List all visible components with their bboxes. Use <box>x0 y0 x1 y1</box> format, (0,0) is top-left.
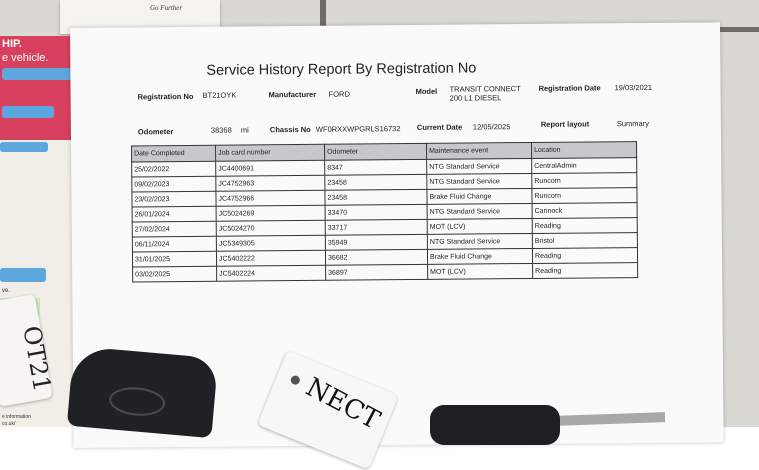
manufacturer-label: Manufacturer <box>268 89 317 100</box>
model-label: Model <box>415 86 438 96</box>
leaflet-subtitle: e vehicle. <box>2 52 49 64</box>
table-cell: Runcorn <box>532 188 637 204</box>
table-cell: 33470 <box>325 204 427 220</box>
leaflet-title: HIP. <box>2 38 22 50</box>
table-cell: Brake Fluid Change <box>427 188 532 204</box>
column-header: Odometer <box>325 143 427 160</box>
table-cell: MOT (LCV) <box>427 218 532 234</box>
column-header: Date Completed <box>132 145 216 162</box>
table-cell: Bristol <box>532 233 637 249</box>
table-cell: JC5024269 <box>216 205 325 221</box>
registration-date-label: Registration Date <box>538 83 601 93</box>
table-cell: 23458 <box>325 189 427 205</box>
table-cell: 23458 <box>325 174 427 190</box>
table-cell: MOT (LCV) <box>428 263 533 279</box>
table-cell: 31/01/2025 <box>132 251 216 267</box>
second-key-fob <box>430 405 560 445</box>
report-title: Service History Report By Registration No <box>206 60 477 79</box>
odometer-unit: mi <box>240 125 249 135</box>
registration-date-value: 19/03/2021 <box>614 82 653 93</box>
chassis-label: Chassis No <box>269 124 311 135</box>
column-header: Job card number <box>216 144 325 161</box>
layout-value: Summary <box>616 118 649 129</box>
table-cell: JC5349305 <box>216 235 325 251</box>
leaflet-red-panel <box>0 36 76 140</box>
registration-value: BT21OYK <box>202 90 237 100</box>
table-cell: NTG Standard Service <box>427 158 532 174</box>
leaflet-text: co.uk/ <box>2 421 16 427</box>
chassis-value: WF0RXXWPGRLS16732 <box>315 124 401 134</box>
table-cell: 26/01/2024 <box>132 206 216 222</box>
table-cell: JC4752966 <box>216 190 325 206</box>
layout-label: Report layout <box>540 119 590 129</box>
table-cell: NTG Standard Service <box>427 173 532 189</box>
leaflet-band <box>2 106 54 118</box>
leaflet-band <box>0 268 46 282</box>
table-cell: 8347 <box>325 159 427 175</box>
table-cell: NTG Standard Service <box>427 203 532 219</box>
odometer-value: 38368 <box>210 125 232 135</box>
table-cell: 06/11/2024 <box>132 236 216 252</box>
table-cell: JC5402224 <box>217 265 326 281</box>
leaflet-text: e information <box>2 414 31 420</box>
table-cell: JC5402222 <box>216 250 325 266</box>
table-cell: 35949 <box>325 234 427 250</box>
table-cell: 23/02/2023 <box>132 191 216 207</box>
registration-label: Registration No <box>137 91 194 102</box>
leaflet-band <box>0 142 48 152</box>
tag-hole <box>289 374 301 386</box>
table-cell: Reading <box>532 248 637 264</box>
table-cell: JC4752963 <box>216 175 325 191</box>
table-cell: 36682 <box>325 249 427 265</box>
table-cell: NTG Standard Service <box>427 233 532 249</box>
current-date-label: Current Date <box>416 122 463 132</box>
table-cell: Reading <box>533 263 638 279</box>
odometer-label: Odometer <box>137 127 174 137</box>
table-cell: Brake Fluid Change <box>427 248 532 264</box>
table-cell: 36897 <box>326 264 428 280</box>
leaflet-band <box>2 68 72 80</box>
table-cell: 25/02/2022 <box>132 161 216 177</box>
model-value-line1: TRANSIT CONNECT <box>449 84 521 94</box>
table-cell: Reading <box>532 218 637 234</box>
manufacturer-value: FORD <box>328 89 350 99</box>
table-cell: 33717 <box>325 219 427 235</box>
car-key-fob <box>67 346 218 438</box>
table-cell: CentralAdmin <box>532 158 637 174</box>
service-history-table <box>131 141 638 282</box>
table-cell: JC4400691 <box>216 160 325 176</box>
ford-logo-icon <box>108 385 166 418</box>
booklet-text: Go Further <box>150 4 183 12</box>
table-cell: 03/02/2025 <box>133 266 217 282</box>
tag-handwriting: NECT <box>300 372 385 436</box>
tag-handwriting: OT21 <box>17 323 57 394</box>
table-cell: 09/02/2023 <box>132 176 216 192</box>
column-header: Location <box>532 142 637 159</box>
leaflet-text: ve. <box>2 288 11 294</box>
model-value-line2: 200 L1 DIESEL <box>449 93 502 103</box>
table-cell: 27/02/2024 <box>132 221 216 237</box>
current-date-value: 12/05/2025 <box>472 122 511 132</box>
table-row <box>133 263 638 282</box>
column-header: Maintenance event <box>427 142 532 159</box>
table-cell: JC5024270 <box>216 220 325 236</box>
table-cell: Runcorn <box>532 173 637 189</box>
table-cell: Cannock <box>532 203 637 219</box>
